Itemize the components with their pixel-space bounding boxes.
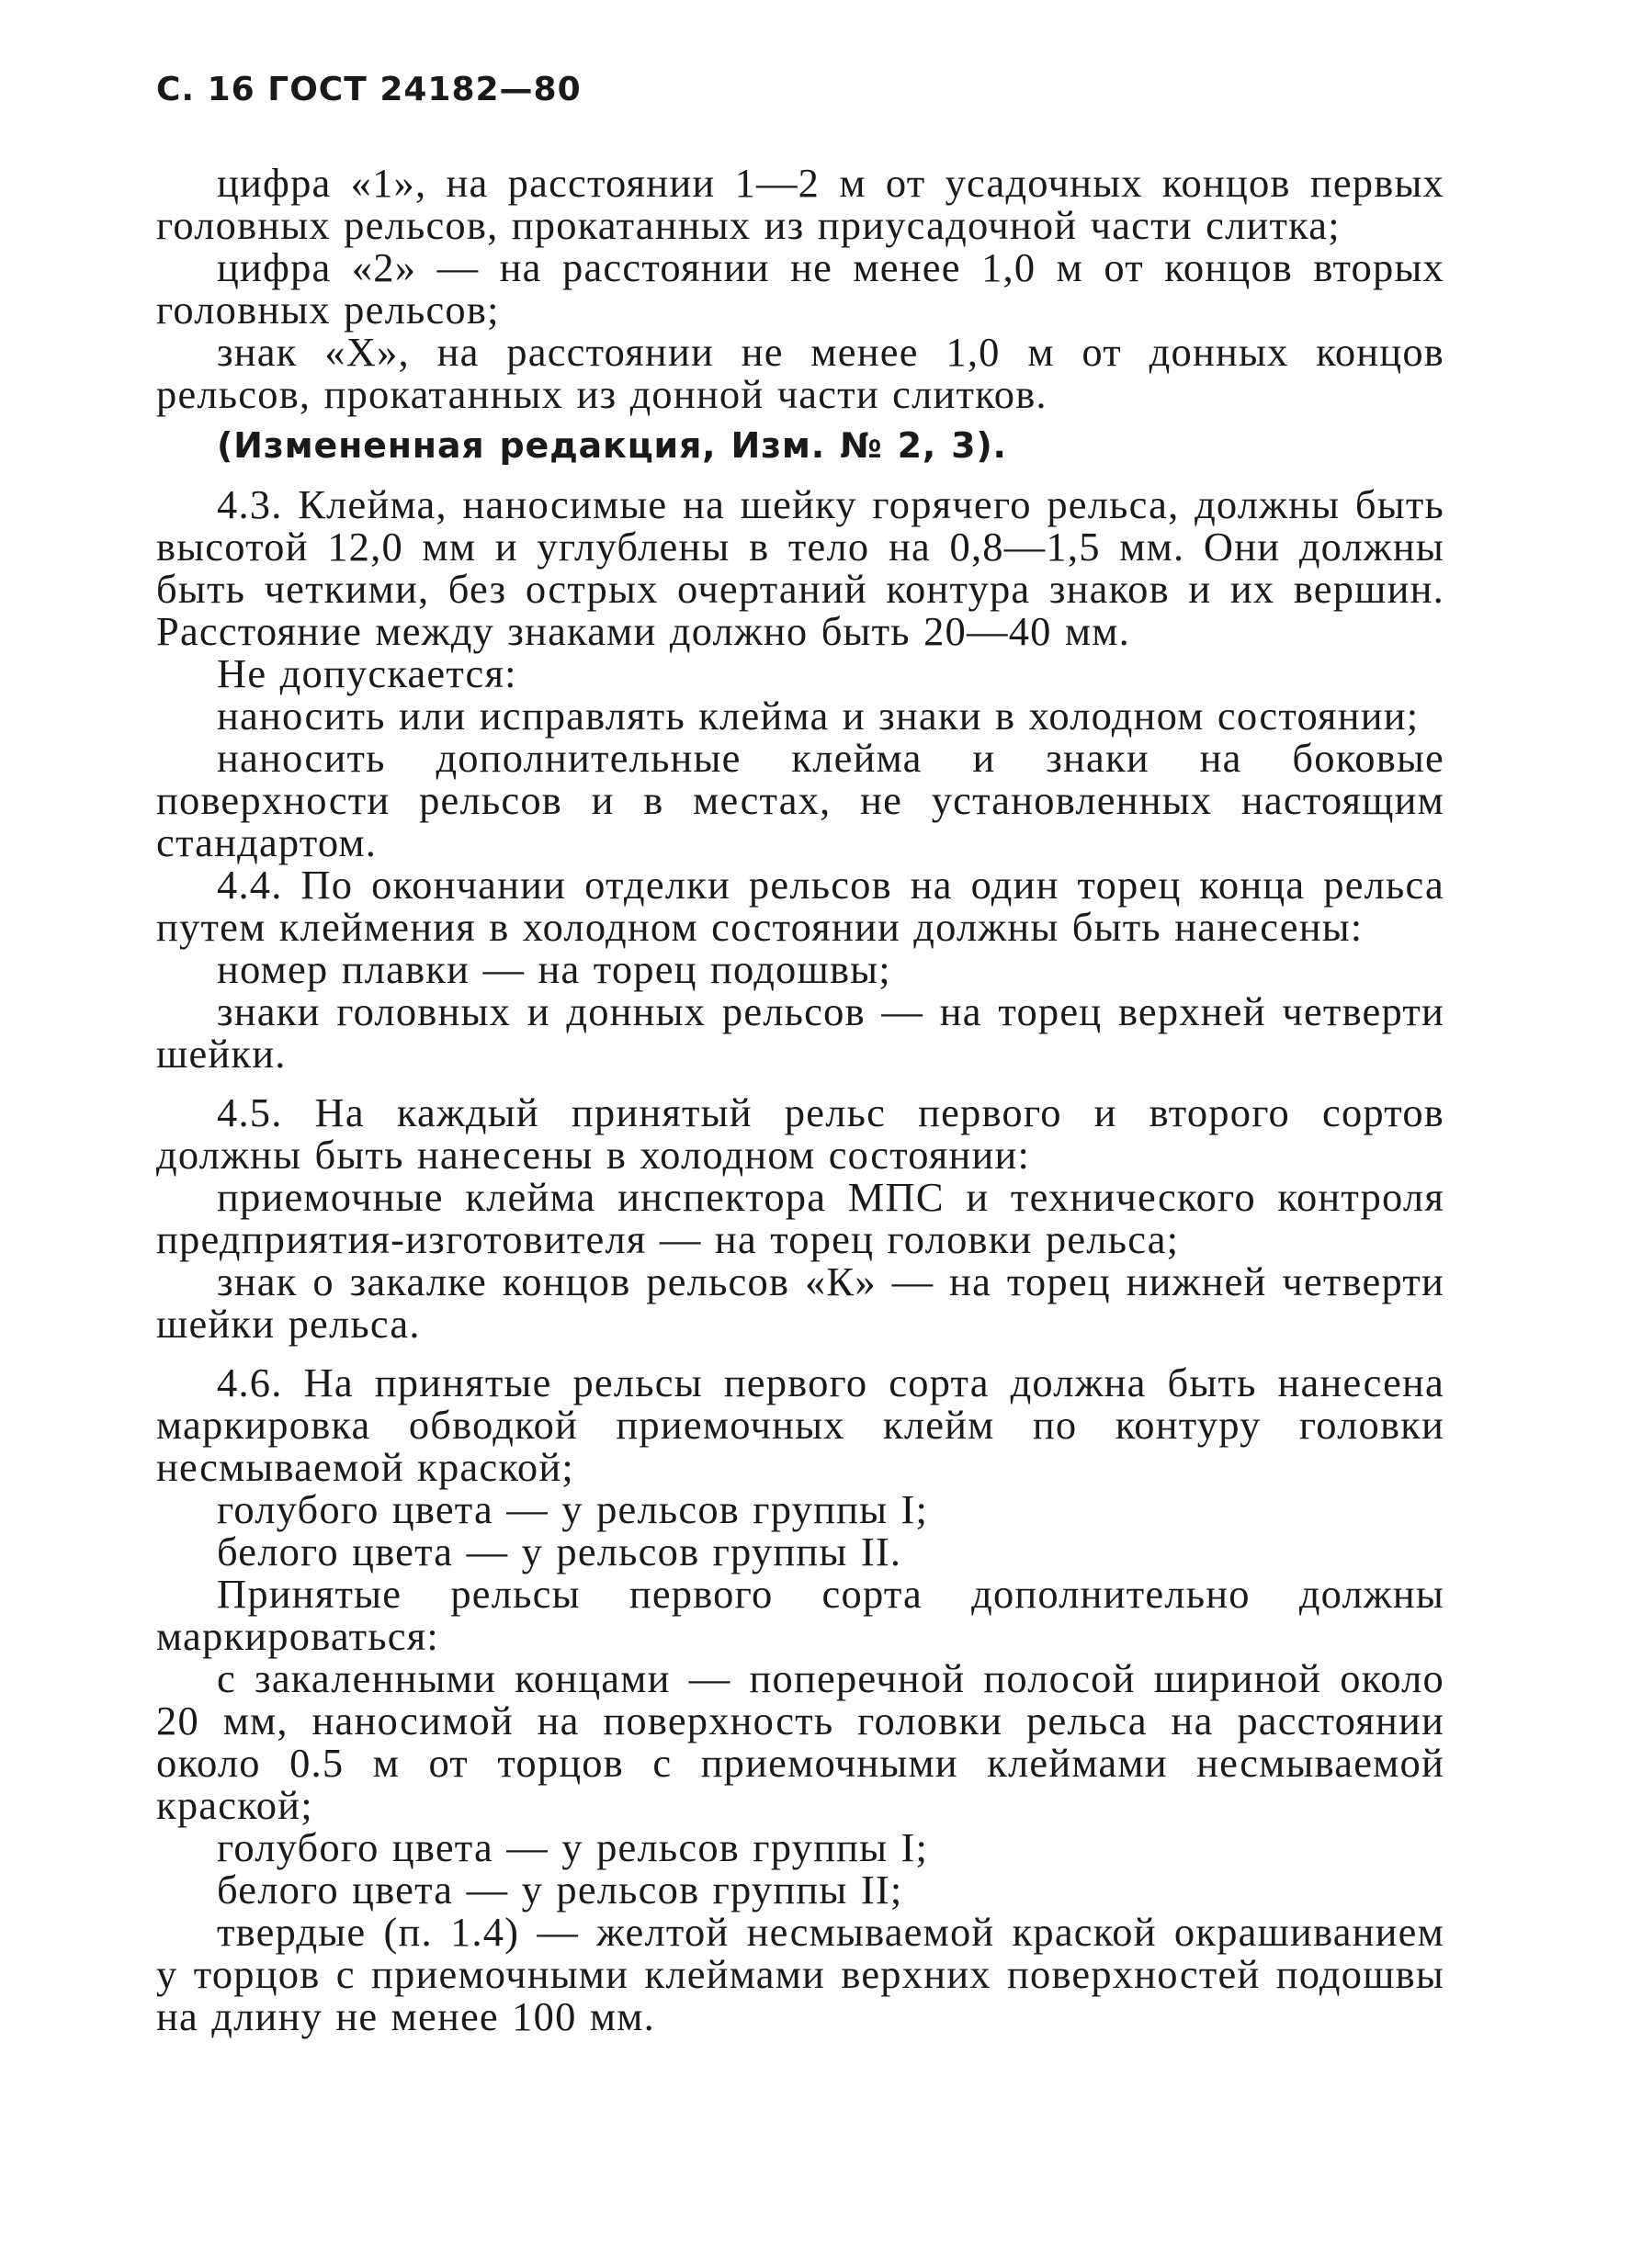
- additional-marking-hardened-ends: с закаленными концами — поперечной полосой шириной около 20 мм, наносимой на поверхность головки рельса на расстоянии около 0.5 м от торцов с приемочными клеймами несмываемой краской;: [156, 1655, 1444, 1828]
- paragraph-marking-sign-x: знак «Х», на расстоянии не менее 1,0 м от донных концов рельсов, прокатанных из донной части слитков.: [156, 329, 1444, 417]
- additional-marking-hard: твердые (п. 1.4) — желтой несмываемой краской окрашиванием у торцов с приемочными клеймами верхних поверхностей подошвы на длину не менее 100 мм.: [156, 1909, 1444, 2039]
- clause-4-5: 4.5. На каждый принятый рельс первого и второго сортов должны быть нанесены в холодном состоянии:: [156, 1089, 1444, 1178]
- paragraph-marking-digit-1: цифра «1», на расстоянии 1—2 м от усадочных концов первых головных рельсов, прокатанных из приусадочной части слитка;: [156, 160, 1444, 248]
- not-allowed-item-2: наносить дополнительные клейма и знаки на боковые поверхности рельсов и в местах, не установленных настоящим стандартом.: [156, 735, 1444, 865]
- clause-4-4: 4.4. По окончании отделки рельсов на один торец конца рельса путем клеймения в холодном состоянии должны быть нанесены:: [156, 862, 1444, 950]
- clause-4-4-item-2: знаки головных и донных рельсов — на торец верхней четверти шейки.: [156, 988, 1444, 1077]
- clause-4-4-item-1: номер плавки — на торец подошвы;: [217, 946, 891, 992]
- not-allowed-heading: Не допускается:: [217, 650, 517, 696]
- additional-marking-blue: голубого цвета — у рельсов группы I;: [217, 1824, 929, 1870]
- paragraph-marking-digit-2: цифра «2» — на расстоянии не менее 1,0 м от концов вторых головных рельсов;: [156, 244, 1444, 333]
- clause-4-5-item-2: знак о закалке концов рельсов «К» — на торец нижней четверти шейки рельса.: [156, 1258, 1444, 1347]
- clause-4-6-item-blue: голубого цвета — у рельсов группы I;: [217, 1486, 929, 1532]
- clause-4-5-item-1: приемочные клейма инспектора МПС и технического контроля предприятия-изготовителя — на торец головки рельса;: [156, 1174, 1444, 1262]
- page-header: С. 16 ГОСТ 24182—80: [156, 71, 582, 108]
- not-allowed-item-1: наносить или исправлять клейма и знаки в холодном состоянии;: [217, 693, 1420, 739]
- clause-4-6: 4.6. На принятые рельсы первого сорта должна быть нанесена маркировка обводкой приемочных клейм по контуру головки несмываемой краской;: [156, 1360, 1444, 1490]
- additional-marking-white: белого цвета — у рельсов группы II;: [217, 1867, 903, 1913]
- clause-4-6-item-white: белого цвета — у рельсов группы II.: [217, 1529, 902, 1574]
- document-body: [156, 162, 1444, 2037]
- clause-4-3: 4.3. Клейма, наносимые на шейку горячего рельса, должны быть высотой 12,0 мм и углублены в тело на 0,8—1,5 мм. Они должны быть четкими, без острых очертаний контура знаков и их вершин. Расстояние между знаками должно быть 20—40 мм.: [156, 481, 1444, 654]
- amendment-note-text: (Измененная редакция, Изм. № 2, 3).: [217, 425, 1007, 466]
- additional-marking-heading: Принятые рельсы первого сорта дополнительно должны маркироваться:: [156, 1571, 1444, 1659]
- amendment-note: [156, 423, 1444, 467]
